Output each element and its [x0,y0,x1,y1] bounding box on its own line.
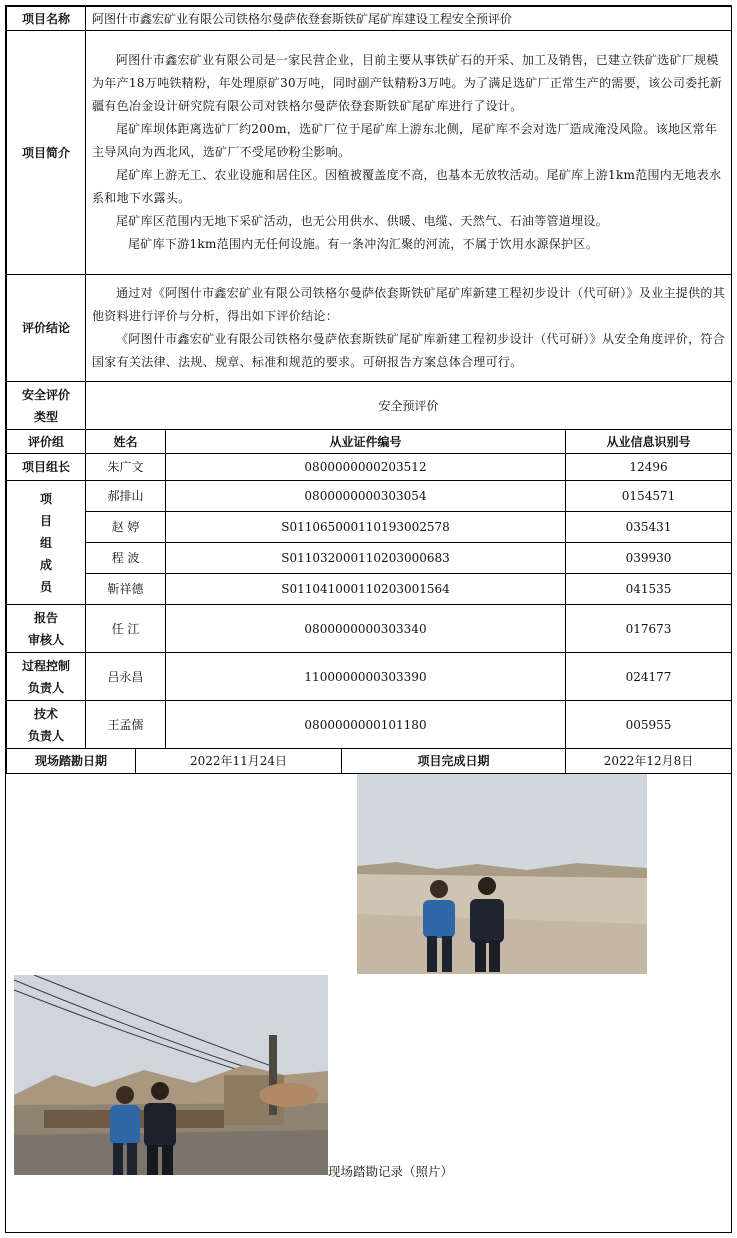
member-row [7,574,732,605]
eval-type-value: 安全预评价 [86,382,732,430]
survey-date-label: 现场踏勘日期 [7,749,136,774]
member-cert: S011041000110203001564 [166,574,566,605]
members-role-char: 组 [39,535,52,550]
reviewer-name: 任 江 [86,605,166,653]
member-name: 赵 婷 [86,512,166,543]
process-control-name: 吕永昌 [86,653,166,701]
photo-caption: 现场踏勘记录（照片） [328,1164,454,1179]
project-name: 阿图什市鑫宏矿业有限公司铁格尔曼萨依登套斯铁矿尾矿库建设工程安全预评价 [86,7,732,31]
reviewer-role [7,605,86,653]
complete-date-label: 项目完成日期 [342,749,566,774]
process-control-cert: 1100000000303390 [166,653,566,701]
members-role-char: 项 [39,491,52,506]
row-summary [7,31,732,275]
tech-lead-role-line2: 负责人 [27,728,64,743]
member-cert: 0800000000303054 [166,481,566,512]
member-info-id: 035431 [566,512,732,543]
tech-lead-role-line1: 技术 [33,706,58,721]
member-info-id: 0154571 [566,481,732,512]
header-name: 姓名 [86,430,166,454]
row-team-header [7,430,732,454]
reviewer-cert: 0800000000303340 [166,605,566,653]
summary-paragraph: 尾矿库坝体距离选矿厂约200m，选矿厂位于尾矿库上游东北侧，尾矿库不会对选厂造成淹没风险。该地区常年主导风向为西北风，选矿厂不受尾砂粉尘影响。 [92,122,718,159]
eval-type-label-line2: 类型 [33,409,58,424]
complete-date: 2022年12月8日 [566,749,732,774]
process-control-role-line1: 过程控制 [21,658,70,673]
leader-cert: 0800000000203512 [166,454,566,481]
member-row [7,543,732,574]
member-name: 靳祥德 [86,574,166,605]
site-photo-2-image [14,975,328,1175]
tech-lead-name: 王孟儒 [86,701,166,749]
row-process-control [7,653,732,701]
site-photo-1 [357,774,647,974]
row-tech-lead [7,701,732,749]
member-cert: S011065000110193002578 [166,512,566,543]
member-name: 程 波 [86,543,166,574]
eval-type-label [7,382,86,430]
site-photo-1-image [357,774,647,974]
header-group: 评价组 [7,430,86,454]
leader-role: 项目组长 [7,454,86,481]
reviewer-role-line1: 报告 [33,610,58,625]
project-name-label: 项目名称 [7,7,86,31]
member-row [7,481,732,512]
row-leader [7,454,732,481]
conclusion-content [86,275,732,382]
row-dates [7,749,732,774]
leader-name: 朱广文 [86,454,166,481]
member-cert: S011032000110203000683 [166,543,566,574]
summary-content [86,31,732,275]
row-reviewer [7,605,732,653]
row-eval-type [7,382,732,430]
conclusion-label: 评价结论 [7,275,86,382]
summary-paragraph: 阿图什市鑫宏矿业有限公司是一家民营企业，目前主要从事铁矿石的开采、加工及销售，已建立铁矿选矿厂规模为年产18万吨铁精粉，年处理原矿30万吨，同时副产钛精粉3万吨。为了满足选矿厂正常生产的需要，该公司委托新疆有色冶金设计研究院有限公司对铁格尔曼萨依登套斯铁矿尾矿库进行了设计。 [92,53,723,113]
members-role-char: 员 [39,579,52,594]
tech-lead-cert: 0800000000101180 [166,701,566,749]
summary-label: 项目简介 [7,31,86,275]
summary-paragraph: 尾矿库上游无工、农业设施和居住区。因植被覆盖度不高，也基本无放牧活动。尾矿库上游1km范围内无地表水系和地下水露头。 [92,168,722,205]
process-control-info-id: 024177 [566,653,732,701]
survey-date: 2022年11月24日 [136,749,342,774]
member-row [7,512,732,543]
member-name: 郝排山 [86,481,166,512]
summary-paragraph: 尾矿库下游1km范围内无任何设施。有一条冲沟汇聚的河流，不属于饮用水源保护区。 [128,237,598,251]
member-info-id: 039930 [566,543,732,574]
tech-lead-info-id: 005955 [566,701,732,749]
members-role-char: 成 [39,557,52,572]
header-cert: 从业证件编号 [166,430,566,454]
tech-lead-role [7,701,86,749]
conclusion-paragraph: 通过对《阿图什市鑫宏矿业有限公司铁格尔曼萨依套斯铁矿尾矿库新建工程初步设计（代可研）》及业主提供的其他资料进行评价与分析，得出如下评价结论： [92,286,726,323]
member-info-id: 041535 [566,574,732,605]
row-project-name [7,7,732,31]
leader-info-id: 12496 [566,454,732,481]
header-info-id: 从业信息识别号 [566,430,732,454]
members-role [7,481,86,605]
conclusion-paragraph: 《阿图什市鑫宏矿业有限公司铁格尔曼萨依套斯铁矿尾矿库新建工程初步设计（代可研）》从安全角度评价，符合国家有关法律、法规、规章、标准和规范的要求。可研报告方案总体合理可行。 [92,332,726,369]
eval-type-label-line1: 安全评价 [21,387,70,402]
site-photo-2 [14,975,328,1175]
members-role-char: 目 [39,513,52,528]
summary-paragraph: 尾矿库区范围内无地下采矿活动，也无公用供水、供暖、电缆、天然气、石油等管道埋设。 [116,214,609,228]
project-info-table [6,6,732,774]
reviewer-info-id: 017673 [566,605,732,653]
reviewer-role-line2: 审核人 [27,632,64,647]
process-control-role-line2: 负责人 [27,680,64,695]
row-conclusion [7,275,732,382]
process-control-role [7,653,86,701]
